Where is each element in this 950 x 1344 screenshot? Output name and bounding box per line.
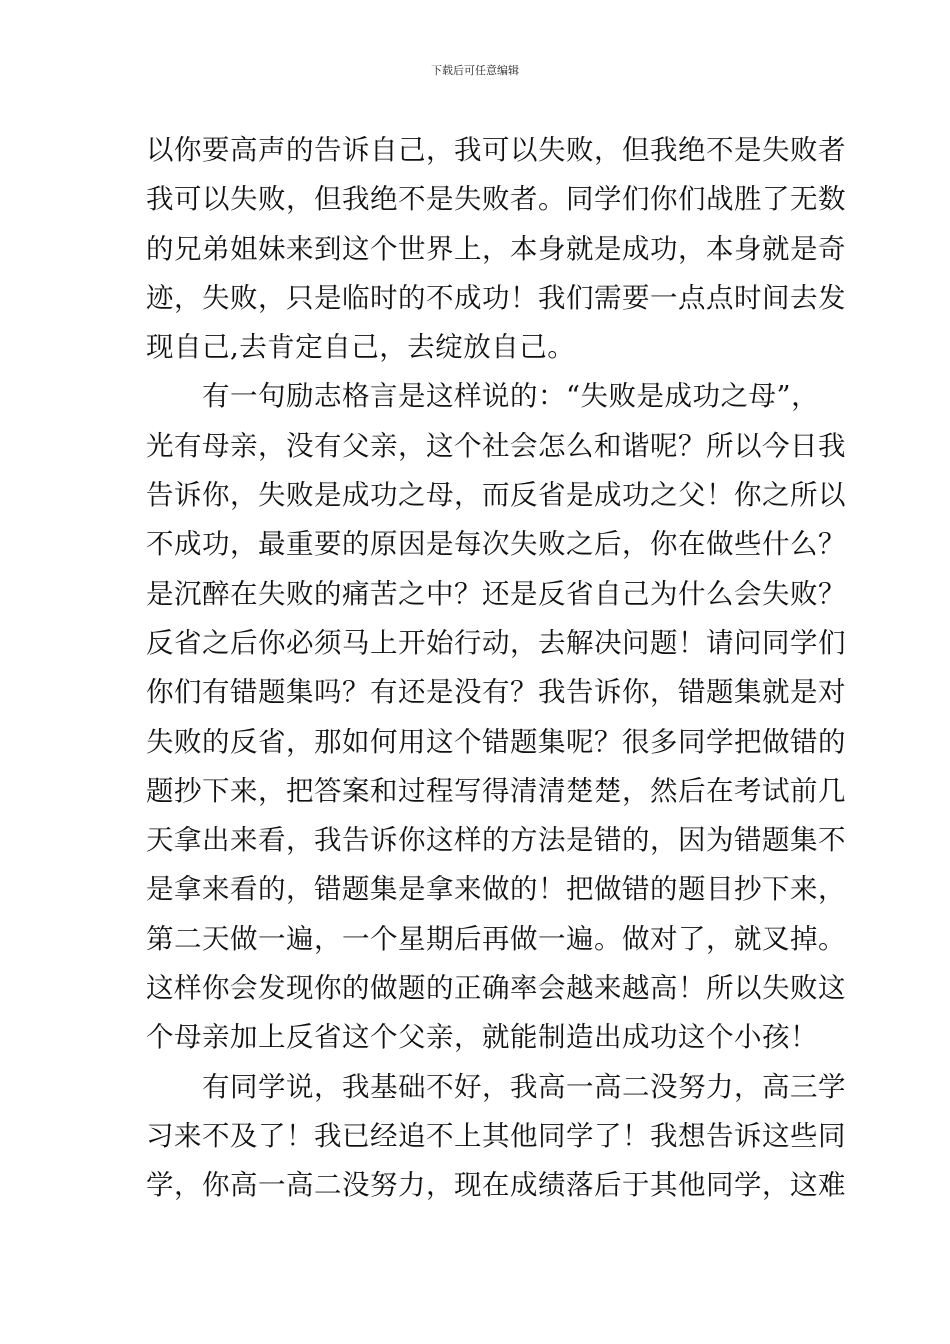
page-header-note: 下载后可任意编辑	[431, 64, 519, 77]
text-line: 不成功，最重要的原因是每次失败之后，你在做些什么？	[146, 528, 846, 561]
text-line: 反省之后你必须马上开始行动，去解决问题！请问同学们	[146, 626, 846, 659]
text-line: 迹，失败，只是临时的不成功！我们需要一点点时间去发	[146, 281, 846, 314]
paragraph-start-line: 有同学说，我基础不好，我高一高二没努力，高三学	[202, 1070, 846, 1103]
text-line: 习来不及了！我已经追不上其他同学了！我想告诉这些同	[146, 1119, 846, 1152]
text-line: 是沉醉在失败的痛苦之中？还是反省自己为什么会失败？	[146, 577, 846, 610]
text-line: 你们有错题集吗？有还是没有？我告诉你，错题集就是对	[146, 676, 846, 709]
text-line: 以你要高声的告诉自己，我可以失败，但我绝不是失败者	[146, 134, 846, 166]
text-line: 是拿来看的，错题集是拿来做的！把做错的题目抄下来，	[146, 873, 846, 906]
text-line: 失败的反省，那如何用这个错题集呢？很多同学把做错的	[146, 725, 846, 758]
text-line: 我可以失败，但我绝不是失败者。同学们你们战胜了无数	[146, 183, 846, 216]
text-line: 告诉你，失败是成功之母，而反省是成功之父！你之所以	[146, 479, 846, 512]
text-line: 个母亲加上反省这个父亲，就能制造出成功这个小孩！	[146, 1021, 818, 1054]
text-line: 现自己,去肯定自己，去绽放自己。	[146, 331, 576, 364]
text-line: 光有母亲，没有父亲，这个社会怎么和谐呢？所以今日我	[146, 429, 846, 462]
text-line: 第二天做一遍，一个星期后再做一遍。做对了，就叉掉。	[146, 922, 846, 955]
text-line: 的兄弟姐妹来到这个世界上，本身就是成功，本身就是奇	[146, 232, 846, 265]
text-line: 天拿出来看，我告诉你这样的方法是错的，因为错题集不	[146, 824, 846, 857]
text-line: 学，你高一高二没努力，现在成绩落后于其他同学，这难	[146, 1169, 846, 1202]
text-line: 题抄下来，把答案和过程写得清清楚楚，然后在考试前几	[146, 774, 846, 807]
text-line: 这样你会发现你的做题的正确率会越来越高！所以失败这	[146, 972, 846, 1005]
paragraph-start-line: 有一句励志格言是这样说的：“失败是成功之母”，	[202, 380, 820, 413]
document-body	[146, 126, 846, 1211]
